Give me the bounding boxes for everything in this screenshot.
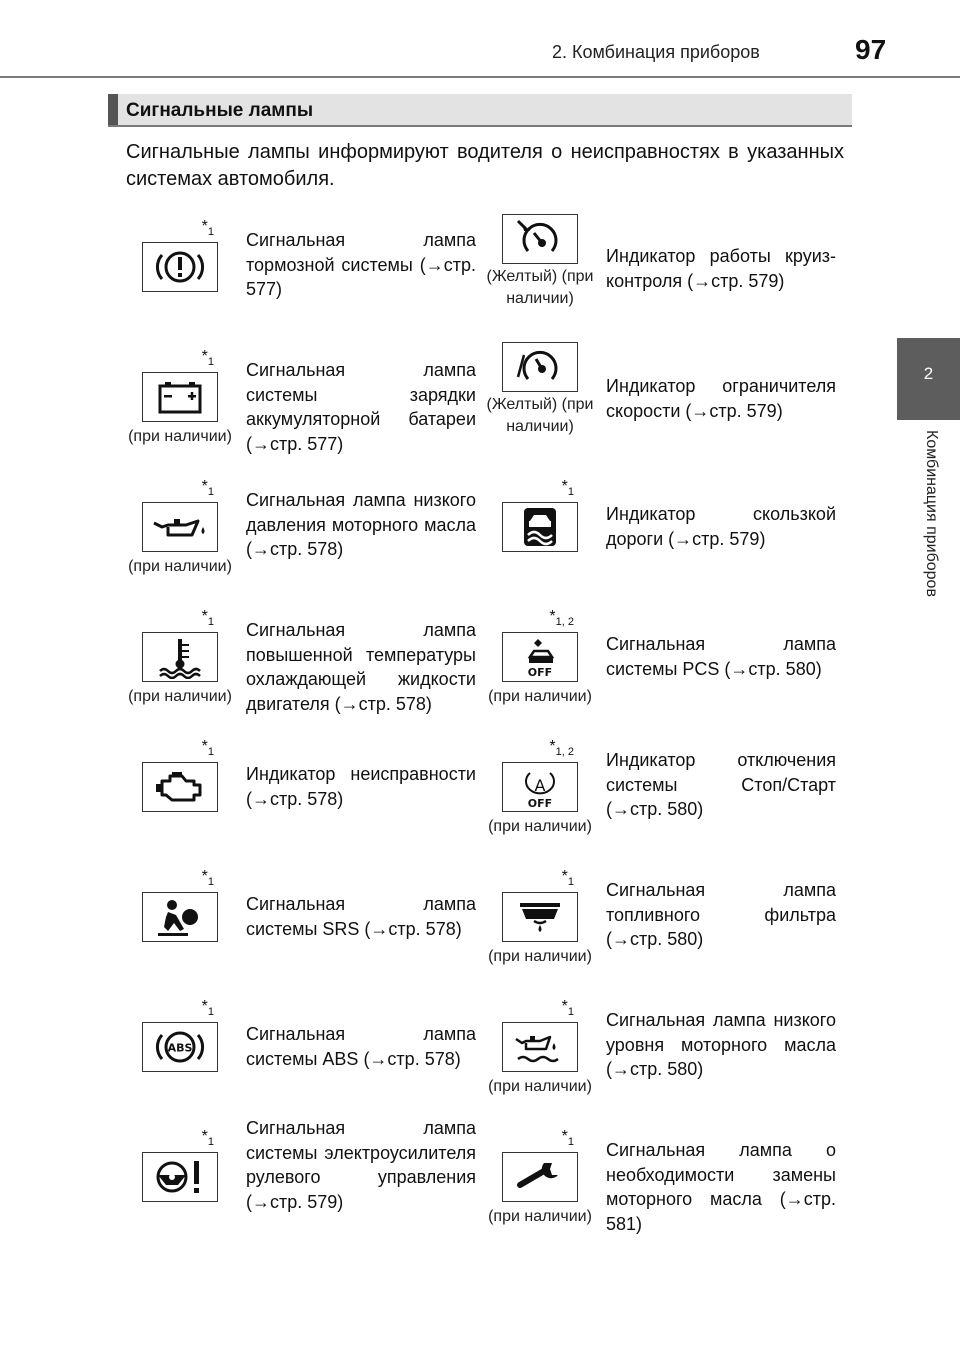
lamp-entry: [486, 730, 866, 858]
section-heading: [108, 94, 852, 127]
page-header: [0, 0, 960, 80]
lamp-description: Сигнальная лампа тормозной системы (→стр. 577): [246, 230, 476, 299]
lamp-description: Сигнальная лампа низкого уровня моторного масла (→стр. 580): [606, 1010, 836, 1079]
lamp-description: Сигнальная лампа о необходимости замены моторного масла (→стр. 581): [606, 1140, 836, 1234]
availability-note: (при наличии): [488, 818, 592, 835]
lamp-description: Сигнальная лампа системы ABS (→стр. 578): [246, 1024, 476, 1069]
intro-text: Сигнальные лампы информируют водителя о неисправностях в указанных системах автомобиля.: [126, 141, 844, 190]
availability-note: (при наличии): [488, 1078, 592, 1095]
lamp-description: Сигнальная лампа системы электроусилителя рулевого управления (→стр. 579): [246, 1118, 476, 1212]
footnote-mark: $*_1$: [201, 478, 214, 498]
chapter-side-label: Комбинация приборов: [923, 430, 940, 597]
footnote-mark: $*_1$: [561, 1128, 574, 1148]
section-title: Сигнальные лампы: [126, 100, 314, 121]
oil-change-icon: [502, 1152, 578, 1202]
footnote-mark: $*_1$: [561, 868, 574, 888]
lamp-entry: [486, 470, 866, 598]
footnote-mark: $*_1$: [201, 218, 214, 238]
lamp-entry: [486, 990, 866, 1118]
footnote-mark: $*_{1, 2}$: [549, 738, 574, 758]
lamp-description: Индикатор неисправности (→стр. 578): [246, 764, 476, 809]
pcs-off-icon: [502, 632, 578, 682]
lamp-description: Индикатор отключения системы Стоп/Старт (→стр. 580): [606, 750, 836, 819]
fuel-filter-icon: [502, 892, 578, 942]
lamp-description: Сигнальная лампа системы SRS (→стр. 578): [246, 894, 476, 939]
footnote-mark: $*_1$: [201, 608, 214, 628]
abs-icon: [142, 1022, 218, 1072]
svg-text:OFF: OFF: [527, 797, 553, 809]
svg-text:A: A: [534, 776, 546, 795]
svg-text:OFF: OFF: [527, 666, 553, 679]
chapter-tab[interactable]: 2: [897, 338, 960, 420]
lamp-description: Сигнальная лампа повышенной температуры охлаждающей жидкости двигателя (→стр. 578): [246, 620, 476, 714]
footnote-mark: $*_1$: [201, 868, 214, 888]
lamp-entry: [126, 990, 506, 1118]
svg-text:ABS: ABS: [167, 1041, 193, 1055]
availability-note: (при наличии): [488, 948, 592, 965]
lamp-entry: [126, 210, 506, 338]
lamp-entry: [126, 340, 506, 468]
footnote-mark: $*_1$: [201, 1128, 214, 1148]
lamp-description: Сигнальная лампа низкого давления моторного масла (→стр. 578): [246, 490, 476, 559]
header-rule: [0, 76, 960, 78]
availability-note: (при наличии): [488, 688, 592, 705]
stop-start-off-icon: [502, 762, 578, 812]
lamp-description: Индикатор скользкой дороги (→стр. 579): [606, 504, 836, 549]
lamp-description: Сигнальная лампа системы PCS (→стр. 580): [606, 634, 836, 679]
cruise-control-icon: [502, 214, 578, 264]
footnote-mark: $*_1$: [561, 478, 574, 498]
low-oil-level-icon: [502, 1022, 578, 1072]
lamp-description: Сигнальная лампа топливного фильтра (→стр. 580): [606, 880, 836, 949]
lamp-entry: [486, 600, 866, 728]
lamp-entry: [126, 860, 506, 988]
lamp-description: Индикатор ограничителя скорости (→стр. 579): [606, 376, 836, 421]
check-engine-icon: [142, 762, 218, 812]
page-number: 97: [855, 34, 887, 65]
footnote-mark: $*_{1, 2}$: [549, 608, 574, 628]
footnote-mark: $*_1$: [201, 348, 214, 368]
power-steering-icon: [142, 1152, 218, 1202]
section-accent: [108, 94, 118, 125]
coolant-temperature-icon: [142, 632, 218, 682]
lamp-entry: [126, 730, 506, 858]
footnote-mark: $*_1$: [201, 738, 214, 758]
oil-pressure-icon: [142, 502, 218, 552]
availability-note: (при наличии): [128, 428, 232, 445]
availability-note: (при наличии): [128, 558, 232, 575]
battery-icon: [142, 372, 218, 422]
footnote-mark: $*_1$: [561, 998, 574, 1018]
chapter-title: 2. Комбинация приборов: [552, 42, 760, 62]
lamp-entry: [486, 210, 866, 338]
lamp-description: Индикатор работы круиз-контроля (→стр. 579): [606, 246, 836, 291]
srs-airbag-icon: [142, 892, 218, 942]
lamp-entry: [126, 1120, 506, 1248]
lamp-entry: [486, 340, 866, 468]
brake-warning-icon: [142, 242, 218, 292]
footnote-mark: $*_1$: [201, 998, 214, 1018]
lamp-entry: [126, 600, 506, 728]
slip-indicator-icon: [502, 502, 578, 552]
availability-note: (Желтый) (при наличии): [486, 268, 594, 307]
lamp-description: Сигнальная лампа системы зарядки аккумуляторной батареи (→стр. 577): [246, 360, 476, 454]
lamp-entry: [486, 860, 866, 988]
availability-note: (при наличии): [128, 688, 232, 705]
lamp-entry: [486, 1120, 866, 1248]
speed-limiter-icon: [502, 342, 578, 392]
availability-note: (Желтый) (при наличии): [486, 396, 594, 435]
availability-note: (при наличии): [488, 1208, 592, 1225]
lamp-entry: [126, 470, 506, 598]
